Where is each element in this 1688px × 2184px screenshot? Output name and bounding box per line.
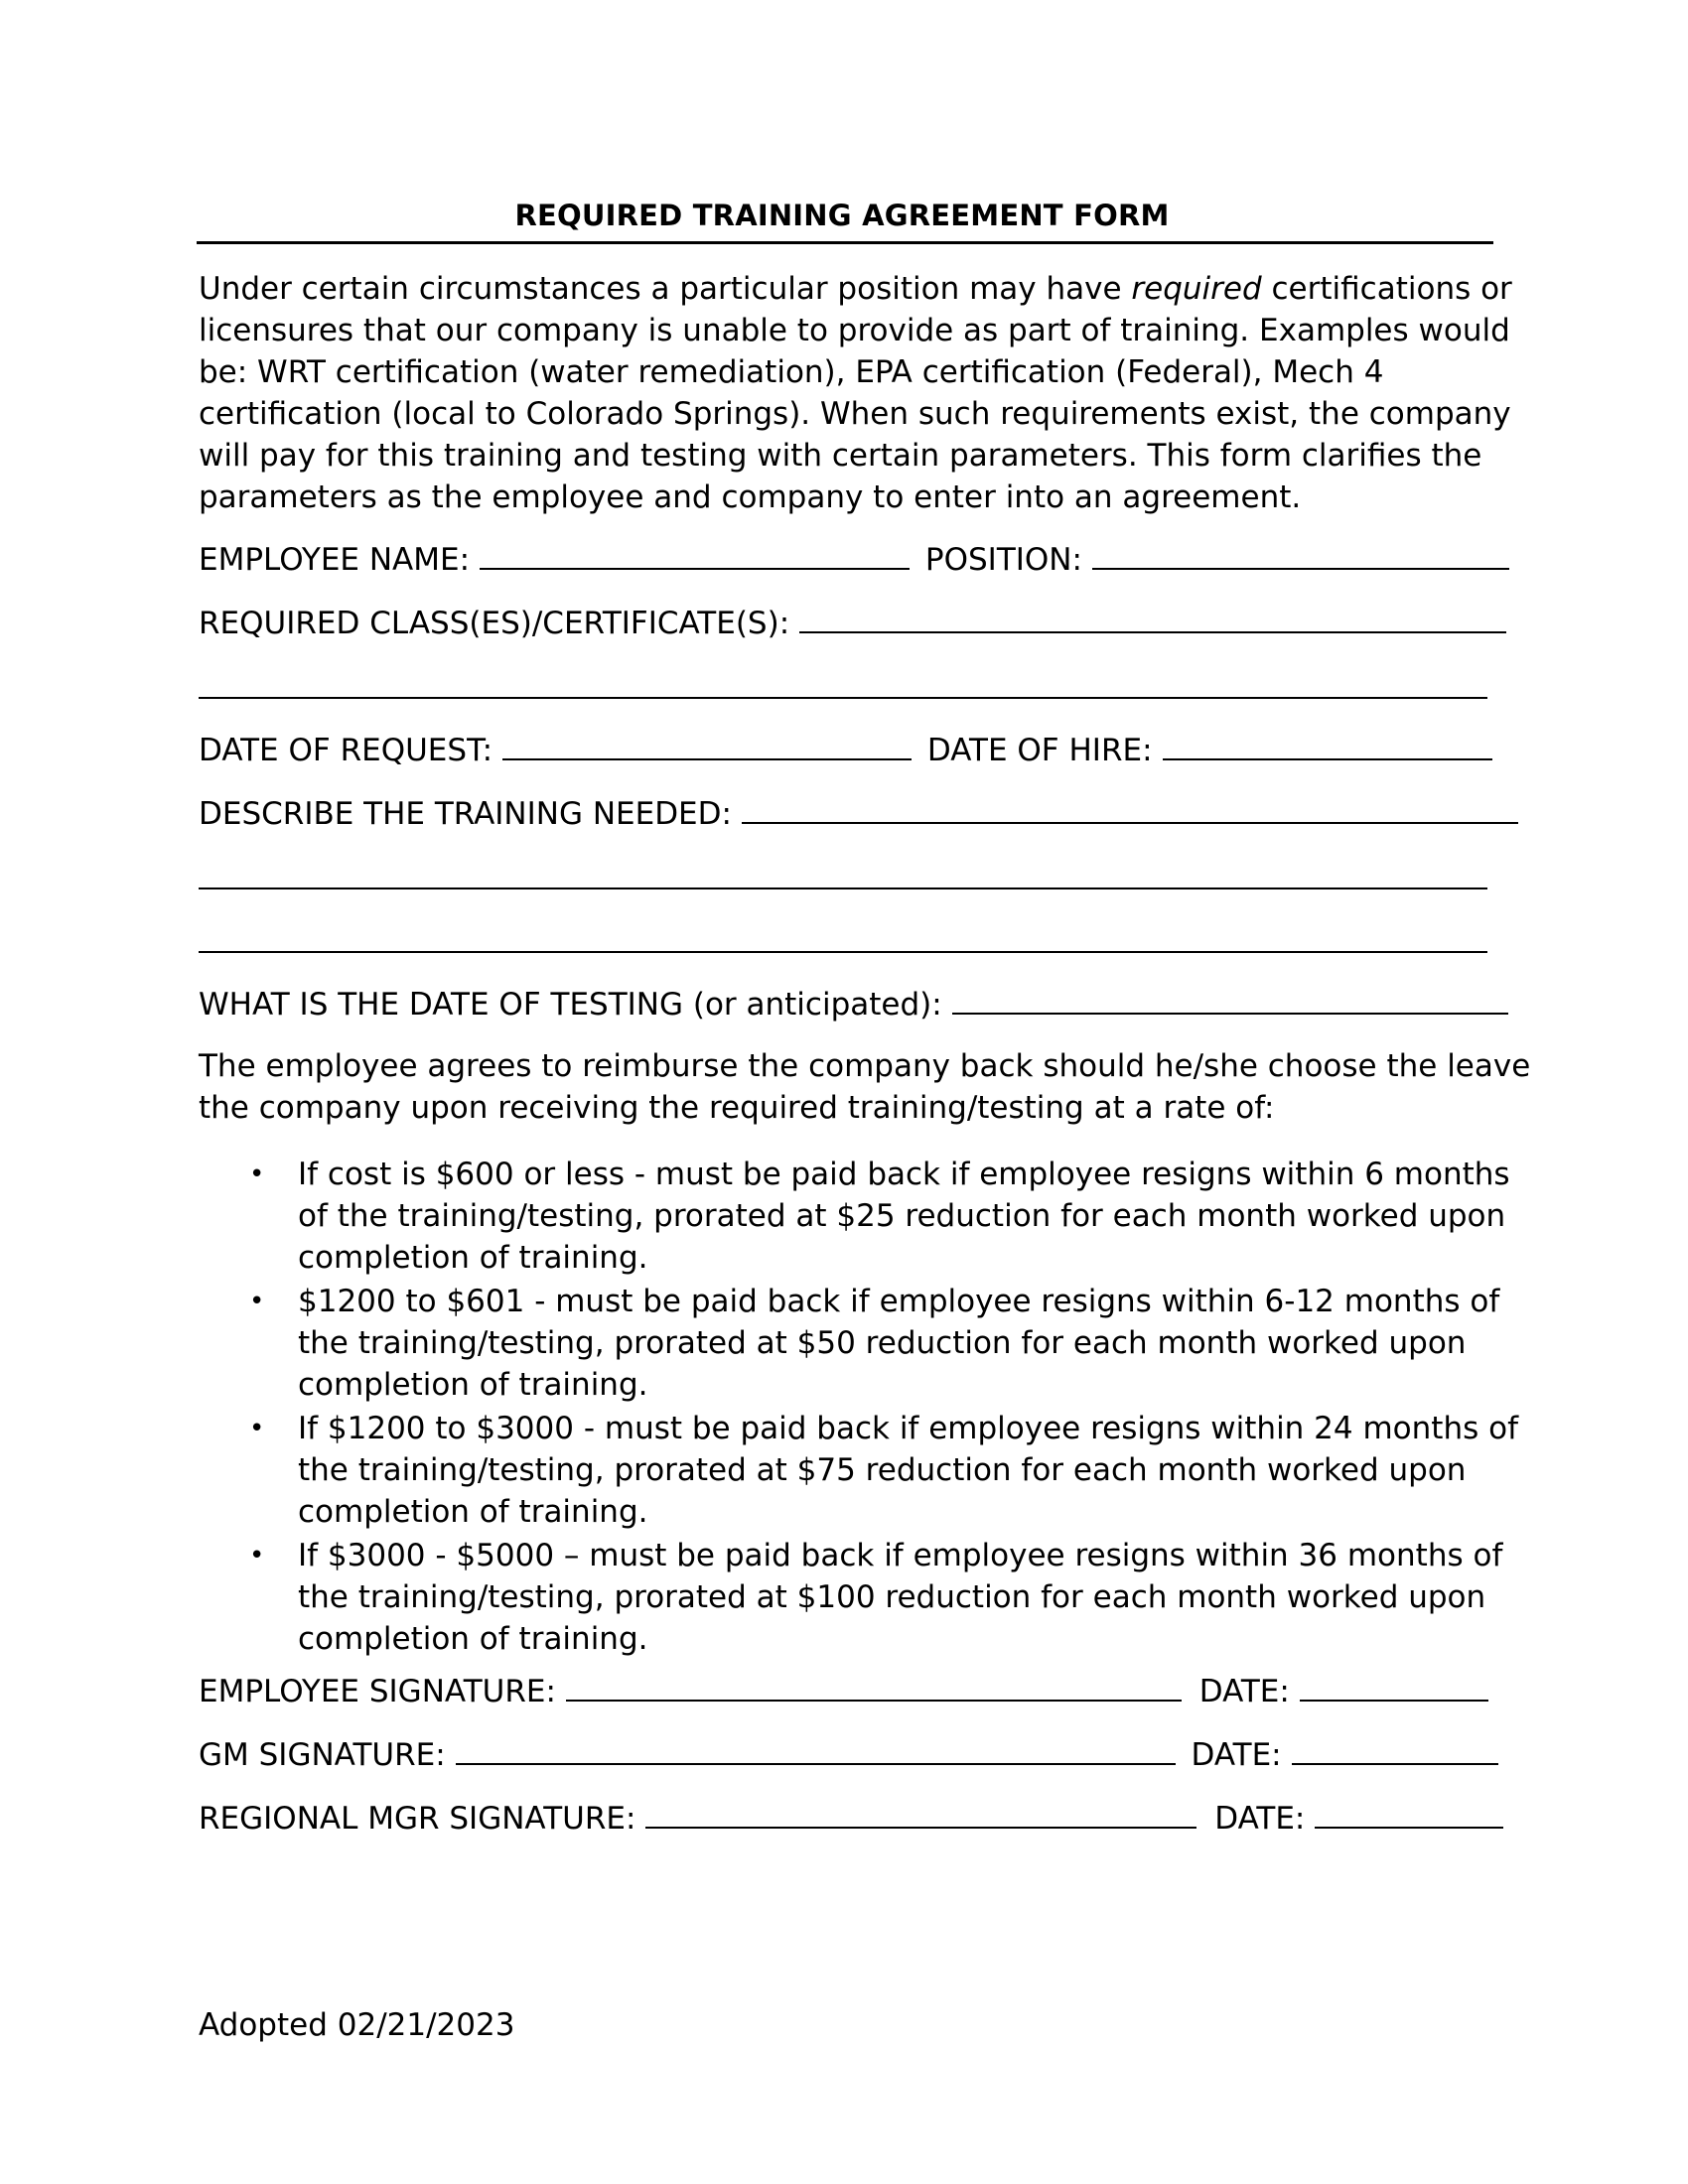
form-title: REQUIRED TRAINING AGREEMENT FORM [514,199,1170,232]
list-item: • If $3000 - $5000 – must be paid back if employee resigns within 36 months of the training/testing, prorated at $100 reduction for each month worked upon completion of training. [199,1535,1489,1660]
list-item: • $1200 to $601 - must be paid back if employee resigns within 6-12 months of the training/testing, prorated at $50 reduction for each month worked upon completion of training. [199,1281,1489,1406]
adopted-date: Adopted 02/21/2023 [199,2007,515,2043]
title-underline [197,241,1493,244]
bullet-icon: • [249,1287,265,1316]
regional-signature-label: REGIONAL MGR SIGNATURE: [199,1801,636,1837]
employee-signature-row [199,1670,1489,1711]
required-classes-continuation-line[interactable] [199,697,1487,699]
date-of-testing-row [199,983,1489,1024]
regional-date-field[interactable] [1315,1797,1503,1829]
gm-signature-field[interactable] [456,1733,1176,1765]
list-item: • If cost is $600 or less - must be paid back if employee resigns within 6 months of the training/testing, prorated at $25 reduction for each month worked upon completion of training. [199,1154,1489,1279]
regional-date-label: DATE: [1214,1801,1306,1837]
date-of-hire-label: DATE OF HIRE: [926,733,1153,768]
intro-line: be: WRT certification (water remediation), EPA certification (Federal), Mech 4 [199,354,1384,390]
reimburse-line: the company upon receiving the required training/testing at a rate of: [199,1090,1275,1126]
describe-training-line-2[interactable] [199,887,1487,889]
regional-signature-row [199,1797,1489,1839]
intro-line: certification (local to Colorado Springs). When such requirements exist, the company [199,396,1511,432]
describe-training-line-3[interactable] [199,951,1487,953]
date-of-testing-label: WHAT IS THE DATE OF TESTING (or anticipated): [199,987,942,1023]
gm-date-field[interactable] [1292,1733,1498,1765]
describe-training-field[interactable] [742,792,1518,824]
bullet-icon: • [249,1414,265,1443]
employee-position-row [199,538,1489,580]
employee-signature-label: EMPLOYEE SIGNATURE: [199,1674,556,1709]
required-classes-field[interactable] [799,602,1506,633]
regional-signature-field[interactable] [645,1797,1196,1829]
employee-date-field[interactable] [1300,1670,1488,1702]
employee-name-field[interactable] [480,538,910,570]
bullet-icon: • [249,1160,265,1189]
position-field[interactable] [1092,538,1509,570]
employee-signature-field[interactable] [566,1670,1182,1702]
bullet-icon: • [249,1541,265,1570]
gm-signature-row [199,1733,1489,1775]
list-item: • If $1200 to $3000 - must be paid back if employee resigns within 24 months of the training/testing, prorated at $75 reduction for each month worked upon completion of training. [199,1408,1489,1533]
intro-paragraph [199,268,1512,518]
position-label: POSITION: [924,542,1082,578]
date-of-testing-field[interactable] [952,983,1508,1015]
request-hire-row [199,729,1489,770]
describe-training-label: DESCRIBE THE TRAINING NEEDED: [199,796,732,832]
employee-date-label: DATE: [1198,1674,1290,1709]
gm-signature-label: GM SIGNATURE: [199,1737,446,1773]
intro-line: licensures that our company is unable to provide as part of training. Examples would [199,313,1510,348]
intro-line: will pay for this training and testing with certain parameters. This form clarifies the [199,438,1482,474]
gm-date-label: DATE: [1191,1737,1282,1773]
intro-line: Under certain circumstances a particular position may have required certifications or [199,271,1512,307]
reimbursement-schedule-list [199,1154,1518,1662]
date-of-hire-field[interactable] [1163,729,1492,760]
reimburse-paragraph [199,1045,1531,1129]
date-of-request-label: DATE OF REQUEST: [199,733,493,768]
intro-line: parameters as the employee and company to enter into an agreement. [199,479,1302,515]
employee-name-label: EMPLOYEE NAME: [199,542,471,578]
reimburse-line: The employee agrees to reimburse the company back should he/she choose the leave [199,1048,1531,1084]
required-classes-row [199,602,1489,643]
describe-training-row [199,792,1489,834]
date-of-request-field[interactable] [502,729,912,760]
required-classes-label: REQUIRED CLASS(ES)/CERTIFICATE(S): [199,606,790,641]
